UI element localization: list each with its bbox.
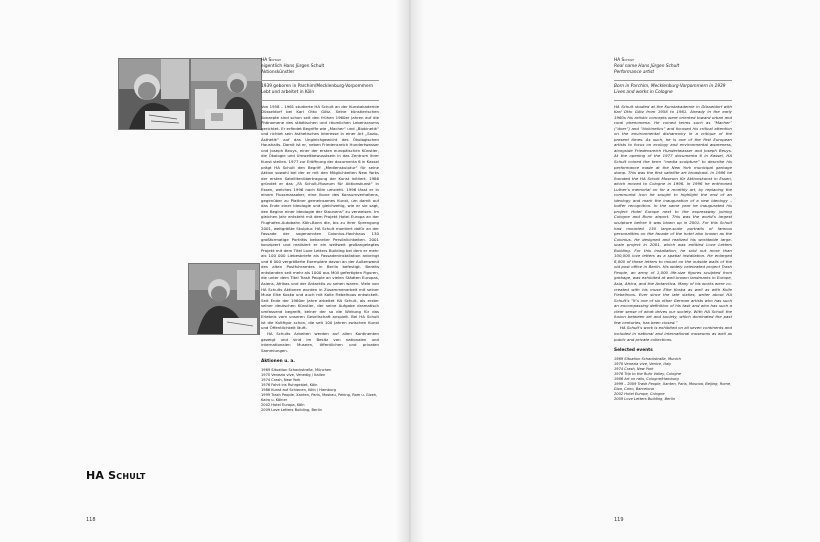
list-item: 1999 Trash People, Xanten, Paris, Moskau, Peking, Rom u. Gizeh, Kairo u. Kölner — [261, 393, 378, 403]
de-actions-heading: Aktionen u. a. — [261, 359, 295, 365]
photo-artist-seated — [188, 263, 260, 335]
list-item: 1970 Venezia vive, Venedig / Italien — [261, 373, 326, 378]
de-body-paragraph-1: Von 1958 – 1961 studierte HA Schult an der Kunstakademie Düsseldorf bei Karl Otto Götz. Seine künstlerischen Konzepte sind schon seit den frühen 1960er Jahren auf die Phänomene des städtischen und räumlichen Lebensraums gerichtet. Er erfindet Begriffe wie „Macher“ und „Biokinetik“ und richtet sein ästhetisches Interesse in einer Art „Sozio-Ästhetik“ auf das Ungleichgewicht des Ökologischen Haushalts. Damit ist er, neben Friedensreich Hundertwasser und Joseph Beuys, einer der ersten europäischen Künstler, die Ökologie und Umweltbewusstsein in das Zentrum ihrer Kunst stellen. 1977 zur Eröffnung der documenta 6 in Kassel prägt HA Schult den Begriff „Medienskulptur“ für seine Aktion sowohl bei der er mit den Möglichkeiten New Yorks der ersten Satellitenübertragung der Kunst initiiert. 1986 gründet er das „FA Schult-Museum für Aktionskunst“ in Essen, welches 1996 nach Köln umzieht. 1996 lässt er in einem Flussmassaker, eine Ikone des Konsumverhaltens, gegenüber zu Plattner gemeinsames Kunst, um damit auf das Ende einer Ideologie und gleichzeitig, wie er sie sagt, den Beginn einer Ideologie der Staunens“ zu verweisen. Im gleichen Jahr entsteht mit dem Projekt Hotel Europa an der Flughafen-Autobahn Köln-Bonn die, bis zu ihrer Sprengung 2001, weltgrößte Skulptur. HA Schult montiert dafür an der Fassade der sogenannten Colonius-Hochhaus 130 großformatige Porträts bekannter Persönlichkeiten. 2001 konzipiert und realisiert er ein weltweit großangelegtes Projekt mit dem Titel Love Letters Building bei dem er mehr als 100 000 Liebesbriefe als Fassadeninstallation anbringt und 6 000 vergrößerte Exemplare davon an der Außenwand des alten Postfuhramtes in Berlin befestigt. Bereits entstanden seit mehr als 1000 aus Müll gefertigten Figuren, die unter dem Titel Trash People an vielen Städten Europas, Asiens, Afrikas und der Antarktis zu sehen waren. Viele von HA Schults Aktionen wurden in Zusammenarbeit mit seiner Muse Elke Koska und auch mit Kolle Fiebelhoos entwickelt. Seit Ende der 1960er Jahre arbeitet HA Schult, als erster seiner deutschen Künstler, der seine Aufgabe dramatisch umfassend begreift, keiner der so die Wirkung für das Erlebnis vom unseren Gesellschaft anspielt. Bei HA Schult ist die Kultfigur schon, die seit 100 Jahren zwischen Kunst und Öffentlichkeit läuft. — [261, 103, 379, 331]
list-item: 1986 Kunst auf Schienen, Köln / Hamburg — [261, 388, 336, 393]
de-actions-list — [261, 368, 379, 413]
page-number-left: 118 — [86, 517, 96, 523]
artist-title: HA Schult — [86, 469, 146, 482]
en-header-rule — [614, 80, 732, 81]
en-artist-name: HA Schult — [614, 58, 634, 63]
photo-artist-seated-image — [189, 264, 259, 334]
book-gutter — [396, 0, 424, 542]
en-actions-list — [614, 357, 732, 402]
list-item: 1986 Art on rails, Cologne/Hamburg — [614, 376, 679, 381]
list-item: 1976 Trip to the Ruhr Valley, Cologne — [614, 371, 682, 376]
list-item: 1974 Crash, New York — [614, 366, 654, 371]
list-item: 2002 Hotel Europe, Cologne — [614, 391, 665, 396]
en-actions-heading: Selected events — [614, 348, 653, 354]
photo-artist-drawing-image — [119, 59, 189, 129]
page-number-right: 119 — [614, 517, 624, 523]
de-artist-name: HA Schult — [261, 58, 281, 63]
de-intro-line-2: Lebt und arbeitet in Köln — [261, 89, 315, 95]
list-item: 1969 Situation Schackstraße, München — [261, 368, 332, 373]
de-header-rule — [261, 80, 379, 81]
de-intro-rule — [261, 100, 379, 101]
de-real-name: eigentlich Hans Jürgen Schult — [261, 63, 325, 69]
english-column — [614, 58, 732, 402]
list-item: 1974 Crash, New York — [261, 378, 301, 383]
de-body-paragraph-2: HA Schults Arbeiten werden auf allen Kontinenten gezeigt und sind im Besitz von nationalen und internationalen Museen, öffentlichen und privaten Sammlungen. — [261, 330, 379, 353]
de-intro-line-1: 1939 geboren in Parchim/Mecklenburg-Vorpommern — [261, 83, 374, 89]
photo-artist-at-table-image — [191, 59, 261, 129]
list-item: 1999 – 2009 Trash People, Xanten, Paris, Moscow, Beijing, Rome, Giza, Cairo, Barcelona — [614, 381, 732, 391]
en-intro-line-2: Lives and works in Cologne — [614, 89, 673, 95]
en-intro-rule — [614, 100, 732, 101]
list-item: 2002 Hotel Europa, Köln — [261, 403, 305, 408]
en-real-name: Real name Hans Jürgen Schult — [614, 63, 680, 69]
list-item: 1970 Venezia vive, Venice, Italy — [614, 361, 672, 366]
en-body-paragraph-1: HA Schult studied at the Kunstakademie in Düsseldorf with Karl Otto Götz from 1958 to 1961. Already in the early 1960s his artistic concepts were oriented toward urban and rural phenomena. He coined terms such as “Macher” (“doer”) and “biokinetics” and focused his critical attention on the environmental disharmony in a critique of the present times. As such, he is one of the first European artists to focus on ecology and environmental awareness, alongside Friedensreich Hundertwasser and Joseph Beuys. At the opening of the 1977 documenta 6 in Kassel, HA Schult coined the term “media sculpture” to describe his performance made at the New York municipal garbage dump. This was the first satellite art broadcast. In 1986 he founded the HA Schult Museum für Aktionskunst in Essen, which moved to Cologne in 1996. In 1996 he enthroned Luther’s memorial on for a monthly art, by replacing the communist icon he sought to highlight the end of an ideology and mark the inauguration of a new ideology – buffer recognition. In the same year he inaugurated his project Hotel Europe next to the expressway joining Cologne and Bonn airport. This was the world’s largest sculpture before it was blown up in 2001. For this Schult had mounted 130 large-scale portraits of famous personalities on the facade of the hotel also known as the Colonius. He designed and realized his worldwide large-scale project in 2001, which was entitled Love Letters Building. For this installation, he sold out more than 100,000 love letters as a spatial installation. He enlarged 6,000 of these letters to mount on the outside walls of the old post office in Berlin. His widely celebrated project Trash People, an army of 1,000 life-size figures sculpted from garbage, was exhibited at well-known landmarks in Europe, Asia, Africa, and the Antarctica. Many of his works were co-created with his muse Elke Koska as well as with Kolle Fiebelhoos. Ever since the late sixties, writer about HA Schult’s “It’s one of six other German artists who has such an encompassing definition of his task and who has such a clear sense of what drives our society. With HA Schult the fusion between art and society, which dominated the past few centuries, has been closed.” — [614, 103, 732, 325]
de-role: Aktionskünstler — [261, 69, 295, 75]
en-body-paragraph-2: HA Schult’s work is exhibited on all seven continents and included in national and international museums as well as public and private collections. — [614, 325, 732, 342]
en-role: Performance artist — [614, 69, 655, 75]
list-item: 1969 Situation Schackstraße, Munich — [614, 356, 681, 361]
photo-artist-at-table — [190, 58, 262, 130]
german-column — [261, 58, 379, 413]
en-intro-line-1: Born in Parchim, Mecklenburg-Vorpommern in 1939 — [614, 83, 726, 89]
list-item: 2009 Love Letters Building, Berlin — [261, 408, 322, 413]
list-item: 2009 Love Letters Building, Berlin — [614, 396, 675, 401]
list-item: 1976 Fahrt ins Ruhrgebiet, Köln — [261, 383, 318, 388]
photo-artist-drawing — [118, 58, 190, 130]
